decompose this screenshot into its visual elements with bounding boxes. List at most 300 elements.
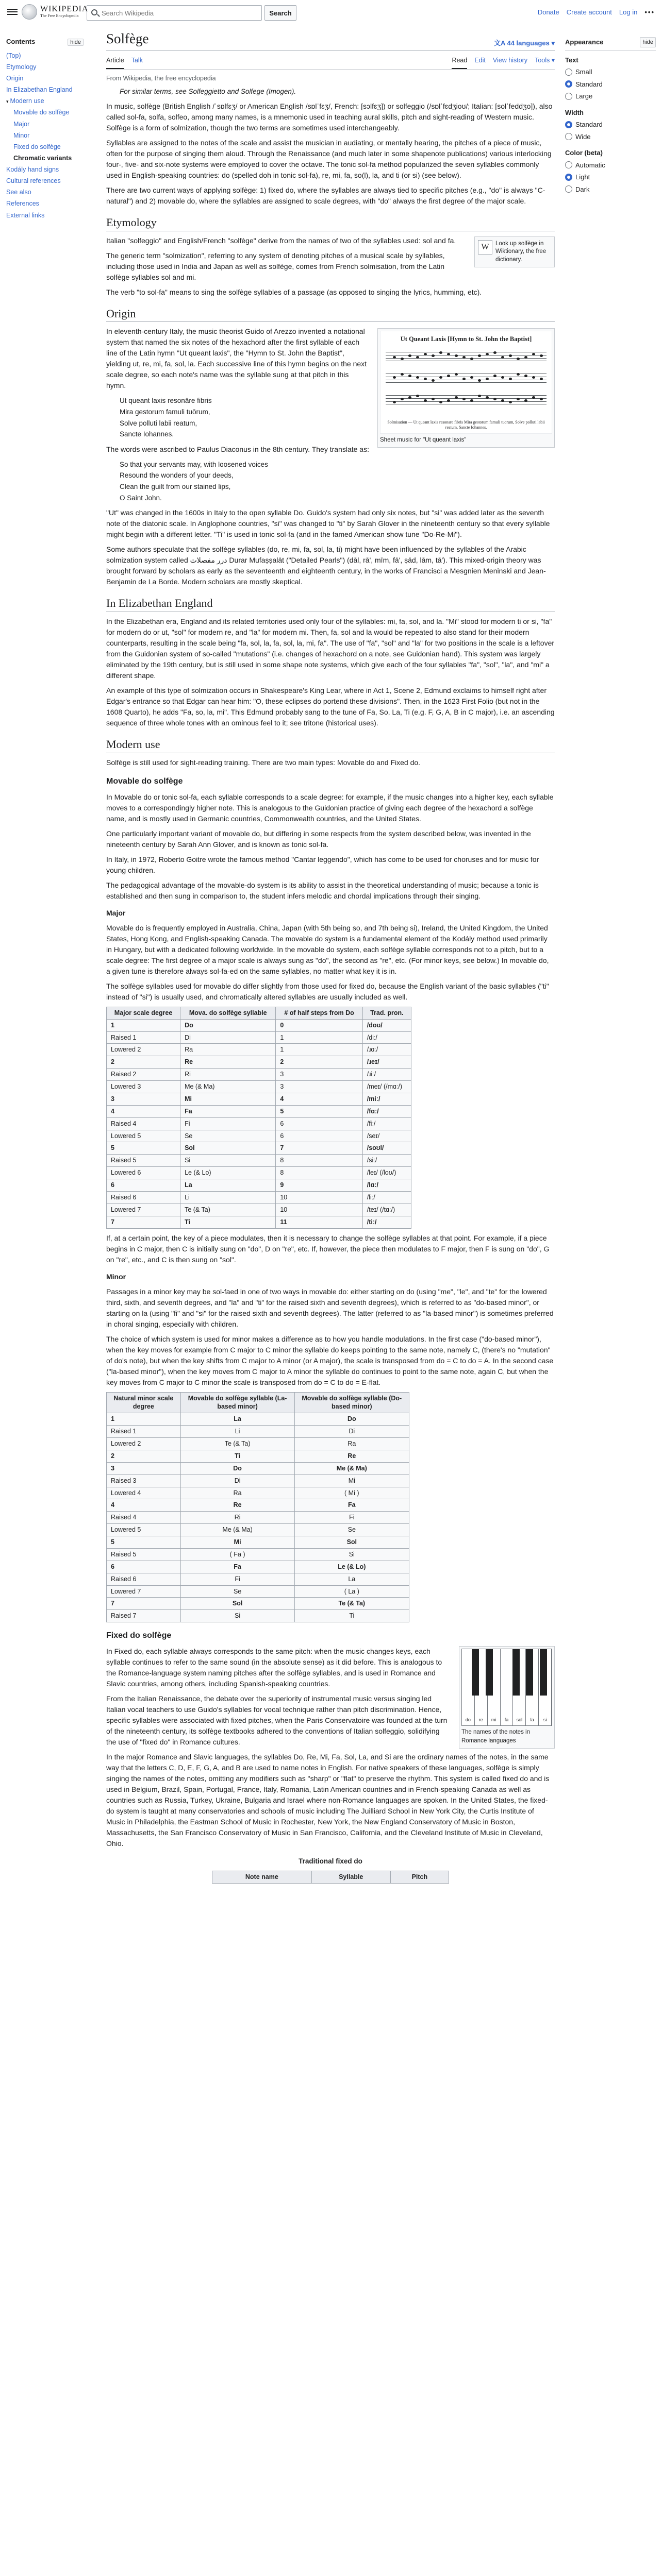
search-button[interactable]: Search	[264, 5, 296, 21]
table-cell: Te (& Ta)	[180, 1204, 276, 1216]
table-cell: Se	[180, 1585, 294, 1598]
toc-item[interactable]	[6, 141, 84, 152]
hatnote: For similar terms, see Solfeggietto and Solfege (Imogen).	[120, 87, 296, 95]
table-row	[107, 1130, 411, 1142]
table-row	[107, 1561, 409, 1573]
text-size-group	[565, 55, 656, 101]
table-row	[107, 1512, 409, 1524]
table-cell: /liː/	[362, 1191, 411, 1204]
table-cell: 6	[276, 1117, 362, 1130]
heading-elizabethan: In Elizabethan England	[106, 596, 555, 612]
table-cell: Le (& Lo)	[180, 1167, 276, 1179]
article-content	[106, 30, 555, 1888]
table-cell: Le (& Lo)	[294, 1561, 409, 1573]
origin-paragraph-1: In eleventh-century Italy, the music theorist Guido of Arezzo invented a notational system that named the six notes of the hexachord after the first syllable of each line of the Latin hymn "Ut queant laxis", the "Hymn to St. John the Baptist", yielding ut, re, mi, fa, sol, la. Each successive line of this hymn begins on the next scale degree, so each note's name was the syllable sung at that pitch in this hymn.	[106, 327, 367, 390]
translation-line: Resound the wonders of your deeds,	[120, 471, 234, 480]
table-cell: Sol	[180, 1142, 276, 1155]
appearance-panel	[565, 37, 656, 200]
table-cell: 9	[276, 1179, 362, 1192]
color-option[interactable]	[565, 184, 656, 195]
latin-line: Solve polluti labii reatum,	[120, 419, 197, 427]
appearance-hide-button[interactable]: hide	[640, 37, 656, 47]
table-cell: /ɹiː/	[362, 1069, 411, 1081]
table-cell: Lowered 7	[107, 1204, 180, 1216]
table-row	[107, 1536, 409, 1549]
piano-key-label: do	[465, 1717, 471, 1722]
table-cell: 4	[276, 1093, 362, 1105]
table-cell: Sol	[180, 1598, 294, 1610]
major-paragraph-2: The solfège syllables used for movable do differ slightly from those used for fixed do, because the English variant of the basic syllables ("ti" instead of "si") is usually used, and chromatically altered syllables are usually included as well.	[106, 981, 549, 1001]
table-cell: Di	[180, 1475, 294, 1487]
sheet-music-image[interactable]	[380, 331, 552, 434]
table-row	[107, 1069, 411, 1081]
text-size-option[interactable]	[565, 79, 656, 90]
table-cell: ( Fa )	[180, 1548, 294, 1561]
table-cell: Si	[180, 1155, 276, 1167]
site-header	[0, 0, 662, 26]
piano-key-label: re	[478, 1717, 483, 1722]
movable-paragraph-2: One particularly important variant of movable do, but differing in some respects from the system described below, was invented in the nineteenth century by Sarah Ann Glover, and is known as tonic sol-fa.	[106, 829, 531, 849]
latin-line: Mira gestorum famuli tuōrum,	[120, 408, 210, 416]
table-cell: Lowered 5	[107, 1524, 181, 1536]
table-cell: Ra	[294, 1438, 409, 1450]
table-cell: La	[180, 1179, 276, 1192]
table-cell: 1	[107, 1413, 181, 1426]
latin-line: Ut queant laxis resonāre fibris	[120, 397, 212, 405]
table-cell: Fi	[180, 1573, 294, 1585]
minor-scale-table	[106, 1392, 409, 1623]
table-cell: /meɪ/ (/mɑː/)	[362, 1081, 411, 1093]
table-cell: Raised 3	[107, 1475, 181, 1487]
piano-figure	[459, 1646, 555, 1749]
table-cell: /soʊl/	[362, 1142, 411, 1155]
wiktionary-box[interactable]	[474, 236, 555, 268]
table-row	[107, 1044, 411, 1056]
table-cell: Fi	[294, 1512, 409, 1524]
text-size-option[interactable]	[565, 67, 656, 77]
width-option[interactable]	[565, 120, 656, 130]
trad-table-title: Traditional fixed do	[299, 1857, 362, 1866]
piano-key-label: si	[543, 1717, 547, 1722]
table-cell: Mi	[180, 1536, 294, 1549]
radio-icon[interactable]	[565, 93, 572, 100]
table-cell: Fa	[180, 1105, 276, 1117]
table-cell: Si	[180, 1610, 294, 1622]
table-cell: Do	[180, 1462, 294, 1475]
table-cell: Di	[180, 1031, 276, 1044]
column-header: Note name	[212, 1871, 312, 1884]
table-row	[107, 1487, 409, 1499]
table-row	[107, 1499, 409, 1512]
etymology-paragraph-3: The verb "to sol-fa" means to sing the solfège syllables of a passage (as opposed to singing the lyrics, humming, etc).	[106, 287, 482, 296]
piano-black-key	[526, 1649, 533, 1696]
table-cell: Ti	[180, 1450, 294, 1462]
table-cell: 8	[276, 1155, 362, 1167]
toc-hide-button[interactable]: hide	[68, 39, 84, 46]
score-title: Ut Queant Laxis [Hymn to St. John the Baptist]	[400, 335, 532, 343]
table-cell: Lowered 2	[107, 1438, 181, 1450]
table-row	[107, 1204, 411, 1216]
piano-black-key	[472, 1649, 479, 1696]
more-options-icon[interactable]: •••	[644, 8, 655, 16]
table-cell: 1	[276, 1044, 362, 1056]
toc-item-label: Chromatic variants	[13, 154, 72, 162]
table-cell: Ra	[180, 1487, 294, 1499]
table-row	[107, 1081, 411, 1093]
table-cell: Sol	[294, 1536, 409, 1549]
radio-label: Standard	[575, 80, 603, 88]
intro-paragraph-3: There are two current ways of applying solfège: 1) fixed do, where the syllables are always tied to specific pitches (e.g., "do" is always "C-natural") and 2) movable do, where the syllables are assigned to scale degrees, with "do" always the first degree of the major scale.	[106, 185, 545, 205]
table-cell: 7	[107, 1598, 181, 1610]
table-cell: Fi	[180, 1117, 276, 1130]
tab-talk[interactable]: Talk	[131, 57, 143, 64]
radio-icon[interactable]	[565, 80, 572, 88]
table-row	[107, 1031, 411, 1044]
table-row	[107, 1610, 409, 1622]
piano-caption: The names of the notes in Romance languages	[461, 1729, 530, 1744]
table-row	[107, 1438, 409, 1450]
user-links	[538, 7, 655, 18]
radio-label: Standard	[575, 121, 603, 128]
table-cell: 8	[276, 1167, 362, 1179]
table-cell: Raised 1	[107, 1031, 180, 1044]
table-cell: 3	[107, 1093, 180, 1105]
table-cell: Lowered 7	[107, 1585, 181, 1598]
heading-minor: Minor	[106, 1272, 126, 1281]
table-cell: /tiː/	[362, 1216, 411, 1228]
origin-paragraph-4: Some authors speculate that the solfège syllables (do, re, mi, fa, sol, la, ti) might have been influenced by the syllables of the Arabic solmization system called درر مفصلات Durar Mufaṣṣalāt ("Detailed Pearls") (dāl, rā', mīm, fā', ṣād, lām, tā'). This mixed-origin theory was brought forward by scholars as early as the seventeenth and eighteenth century, in the works of Francisci a Mesgnien Meninski and Jean-Benjamin de La Borde. Modern scholars are mostly skeptical.	[106, 545, 546, 586]
table-cell: 5	[107, 1536, 181, 1549]
table-cell: 11	[276, 1216, 362, 1228]
table-cell: 4	[107, 1105, 180, 1117]
table-cell: Raised 1	[107, 1426, 181, 1438]
create-account-link[interactable]: Create account	[566, 8, 612, 16]
collapse-caret-icon[interactable]: ▾	[6, 99, 9, 105]
table-cell: Me (& Ma)	[180, 1524, 294, 1536]
piano-key	[501, 1649, 514, 1725]
movable-paragraph-1: In Movable do or tonic sol-fa, each syllable corresponds to a scale degree: for example, if the music changes into a higher key, each syllable moves to a correspondingly higher note. This is analogous to the Guidonian practice of giving each degree of the hexachord a solfège name, and is mostly used in Germanic countries, Commonwealth countries, and the United States.	[106, 792, 554, 823]
column-header: Major scale degree	[107, 1007, 180, 1019]
table-cell: Ti	[180, 1216, 276, 1228]
text-size-option[interactable]	[565, 91, 656, 101]
table-cell: 7	[107, 1216, 180, 1228]
elizabethan-paragraph-1: In the Elizabethan era, England and its related territories used only four of the syllables: mi, fa, sol, and la. "Mi" stood for modern ti or si, "fa" for modern do or ut, "sol" for modern re, and "la" for modern mi. Then, fa, sol and la would be repeated to also stand for their modern counterparts, resulting in the scale being "fa, sol, la, fa, sol, la, mi, fa". The use of "fa", "sol" and "la" for two positions in the scale is a leftover from the Guidonian system of so-called "mutations" (i.e. changes of hexachord on a note, see Guidonian hand). This system was largely eliminated by the 19th century, but is still used in some shape note systems, which give each of the four syllables "fa", "sol", "la", and "mi" a different shape.	[106, 617, 555, 680]
table-cell: Te (& Ta)	[294, 1598, 409, 1610]
toc-item-label: Kodály hand signs	[6, 166, 59, 174]
table-cell: /seɪ/	[362, 1130, 411, 1142]
width-option[interactable]	[565, 132, 656, 142]
table-cell: /ɹɑː/	[362, 1044, 411, 1056]
minor-paragraph-2: The choice of which system is used for minor makes a difference as to how you handle modulations. In the first case ("do-based minor"), when the key moves for example from C major to C minor the syllable do keeps pointing to the same note, namely C, (there's no "mutation" of do's note), but when the key shifts from C major to A minor (or A major), the scale is transposed from do = C to do = A. In the second case ("la-based minor"), when the key moves from C major to A minor the syllable do continues to point to the same note, again C, but when the key moves from C major to C minor the scale is transposed from do = C to do = E-flat.	[106, 1334, 554, 1386]
wiktionary-text: Look up solfège in Wiktionary, the free dictionary.	[495, 240, 547, 263]
traditional-fixed-do-table	[212, 1856, 449, 1884]
radio-icon[interactable]	[565, 185, 572, 193]
table-row	[107, 1216, 411, 1228]
table-cell: Se	[294, 1524, 409, 1536]
major-paragraph-3: If, at a certain point, the key of a piece modulates, then it is necessary to change the solfège syllables at that point. For example, if a piece begins in C major, then C is initially sung on "do", D on "re", etc. If, however, the piece then modulates to F major, then F is sung on "do", G on "re", etc., and C is then sung on "sol".	[106, 1233, 550, 1264]
toc-item[interactable]	[6, 187, 84, 198]
radio-icon[interactable]	[565, 133, 572, 140]
tab-article[interactable]: Article	[106, 54, 124, 69]
main-menu-icon[interactable]	[7, 7, 18, 18]
wikipedia-logo[interactable]	[22, 4, 88, 20]
toc-item[interactable]	[6, 198, 84, 209]
piano-key-label: la	[530, 1717, 534, 1722]
table-cell: /lɑː/	[362, 1179, 411, 1192]
table-cell: Di	[294, 1426, 409, 1438]
origin-paragraph-3: "Ut" was changed in the 1600s in Italy to the open syllable Do. Guido's system had only six notes, but "si" was added later as the seventh note of the diatonic scale. In Anglophone countries, "si" was changed to "ti" by Sarah Glover in the nineteenth century so that every syllable might begin with a different letter. "Ti" is used in tonic sol-fa (and in the famed American show tune "Do-Re-Mi").	[106, 509, 550, 539]
table-cell: 2	[107, 1450, 181, 1462]
table-cell: Raised 6	[107, 1573, 181, 1585]
tab-edit[interactable]: Edit	[474, 57, 486, 64]
table-row	[107, 1167, 411, 1179]
table-cell: 2	[107, 1056, 180, 1069]
table-cell: /ɹeɪ/	[362, 1056, 411, 1069]
table-cell: Se	[180, 1130, 276, 1142]
toc-item[interactable]	[6, 164, 84, 175]
table-cell: Lowered 3	[107, 1081, 180, 1093]
table-cell: Re	[180, 1056, 276, 1069]
movable-paragraph-4: The pedagogical advantage of the movable-do system is its ability to assist in the theoretical understanding of music; because a tonic is established and then sung in comparison to, the student infers melodic and chordal implications through their singing.	[106, 880, 539, 900]
tab-view-history[interactable]: View history	[492, 57, 528, 64]
origin-paragraph-2: The words were ascribed to Paulus Diaconus in the 8th century. They translate as:	[106, 445, 369, 453]
intro-paragraph-2: Syllables are assigned to the notes of the scale and assist the musician in audiating, or mentally hearing, the pitches of a piece of music, often for the purpose of singing them aloud. Through the Renaissance (and much later in some shapenote publications) various interlocking four-, five- and six-note systems were employed to cover the octave. The tonic sol-fa method popularized the seven syllables commonly used in English-speaking countries: do (spelled doh in tonic sol-fa), re, mi, fa, so(l), la, and ti (or si) (see below).	[106, 138, 552, 179]
table-cell: Te (& Ta)	[180, 1438, 294, 1450]
table-cell: 10	[276, 1191, 362, 1204]
table-row	[107, 1142, 411, 1155]
intro-paragraph-1: In music, solfège (British English /ˈsɒlfɛʒ/ or American English /sɒlˈfɛʒ/, French: [sɔlfɛʒ]) or solfeggio (/sɒlˈfɛdʒioʊ/; Italian: [solˈfeddʒo]), also called sol-fa, solfa, solfeo, among many names, is a mnemonic used in teaching aural skills, pitch and sight-reading of Western music. Solfège is a form of solmization, though the two terms are sometimes used interchangeably.	[106, 101, 553, 132]
heading-modern-use: Modern use	[106, 737, 555, 753]
table-cell: Raised 4	[107, 1512, 181, 1524]
table-cell: 5	[107, 1142, 180, 1155]
toc-item-label: References	[6, 200, 39, 208]
latin-line: Sancte Iohannes.	[120, 430, 174, 438]
toc-item-label: Minor	[13, 131, 30, 139]
table-row	[107, 1105, 411, 1117]
toc-item[interactable]	[6, 73, 84, 84]
table-cell: Ri	[180, 1512, 294, 1524]
column-header: Natural minor scale degree	[107, 1392, 181, 1413]
translation-line: O Saint John.	[120, 494, 162, 502]
toc-item-label: Origin	[6, 75, 24, 82]
piano-keyboard-image[interactable]	[461, 1649, 552, 1726]
radio-icon[interactable]	[565, 69, 572, 76]
search-icon	[91, 9, 97, 15]
color-option[interactable]	[565, 172, 656, 182]
toc-item[interactable]	[6, 50, 84, 61]
fixed-paragraph-3: In the major Romance and Slavic languages, the syllables Do, Re, Mi, Fa, Sol, La, and Si are the ordinary names of the notes, in the same way that the letters C, D, E, F, G, A, and B are used to name notes in English. For native speakers of these languages, solfège is simply singing the names of the notes, omitting any modifiers such as "sharp" or "flat" to preserve the rhythm. This system is called fixed do and is used in Belgium, Brazil, Spain, Portugal, France, Italy, Romania, Latin American countries and in French-speaking Canada as well as countries such as Russia, Turkey, Ukraine, Bulgaria and Israel where non-Romance languages are spoken. In the United States, the fixed-do system is taught at many conservatories and schools of music including The Juilliard School in New York City, the Curtis Institute of Music in Philadelphia, the Eastman School of Music in Rochester, New York, the New England Conservatory of Music in Boston, Massachusetts, the San Francisco Conservatory of Music in San Francisco, California, and the Cleveland Institute of Music in Cleveland, Ohio.	[106, 1753, 550, 1848]
table-row	[107, 1462, 409, 1475]
translation-line: Clean the guilt from our stained lips,	[120, 483, 231, 490]
table-cell: Re	[294, 1450, 409, 1462]
table-cell: 3	[276, 1069, 362, 1081]
wiktionary-icon: W	[478, 240, 492, 255]
column-header: # of half steps from Do	[276, 1007, 362, 1019]
from-wikipedia: From Wikipedia, the free encyclopedia	[106, 74, 216, 82]
search-box	[87, 5, 292, 21]
toc-item[interactable]	[6, 84, 84, 95]
column-header: Trad. pron.	[362, 1007, 411, 1019]
table-cell: Raised 4	[107, 1117, 180, 1130]
table-cell: Raised 5	[107, 1155, 180, 1167]
width-group	[565, 108, 656, 142]
heading-movable-do: Movable do solfège	[106, 776, 183, 786]
elizabethan-paragraph-2: An example of this type of solmization occurs in Shakespeare's King Lear, where in Act 1, Scene 2, Edmund exclaims to himself right after Edgar's entrance so that Edgar can hear him: "O, these eclipses do portend these divisions". Then, in the 1623 First Folio (but not in the 1608 Quarto), he adds "Fa, so, la, mi". This Edmund probably sang to the tune of Fa, So, La, Ti (e.g. F, G, A, B in C major), i.e. an ascending sequence of three whole tones with an ominous feel to it; see tritone (historical uses).	[106, 686, 555, 727]
etymology-paragraph-2: The generic term "solmization", referring to any system of denoting pitches of a musical scale by syllables, including those used in India and Japan as well as solfège, comes from French solmisation, from the Latin solfège syllables sol and mi.	[106, 251, 445, 281]
toc-item[interactable]	[6, 118, 84, 130]
table-cell: ( Mi )	[294, 1487, 409, 1499]
fixed-paragraph-1: In Fixed do, each syllable always corresponds to the same pitch: when the music changes keys, each syllable continues to refer to the same sound (in the absolute sense) as it did before. This is analogous to the Romance-language system naming pitches after the solfège syllables, and is used in Romance and Slavic countries, among others, including Spanish-speaking countries.	[106, 1647, 442, 1688]
toc-item-label: Etymology	[6, 63, 37, 71]
heading-origin: Origin	[106, 306, 555, 323]
table-row	[107, 1573, 409, 1585]
table-cell: Lowered 2	[107, 1044, 180, 1056]
toc-item[interactable]	[6, 210, 84, 221]
languages-button[interactable]: 文A 44 languages ▾	[493, 39, 555, 47]
table-cell: 1	[107, 1019, 180, 1031]
table-cell: Ra	[180, 1044, 276, 1056]
toc-item-label: See also	[6, 189, 31, 196]
radio-label: Dark	[575, 185, 590, 193]
radio-label: Light	[575, 173, 590, 181]
table-row	[107, 1598, 409, 1610]
table-cell: /fɑː/	[362, 1105, 411, 1117]
table-cell: Re	[180, 1499, 294, 1512]
table-cell: 3	[107, 1462, 181, 1475]
search-input[interactable]	[102, 9, 225, 17]
tab-read[interactable]: Read	[452, 54, 467, 69]
toc-item[interactable]	[6, 175, 84, 187]
toc-item[interactable]	[6, 130, 84, 141]
toc-item-label: Cultural references	[6, 177, 61, 185]
table-cell: Mi	[294, 1475, 409, 1487]
toc-item-label: Movable do solfège	[13, 109, 70, 116]
english-translation	[120, 459, 555, 503]
table-cell: 5	[276, 1105, 362, 1117]
translation-line: So that your servants may, with loosened voices	[120, 460, 268, 468]
column-header: Movable do solfège syllable (La-based minor)	[180, 1392, 294, 1413]
column-header: Movable do solfège syllable (Do-based minor)	[294, 1392, 409, 1413]
table-cell: 1	[276, 1031, 362, 1044]
table-cell: /diː/	[362, 1031, 411, 1044]
table-cell: Raised 2	[107, 1069, 180, 1081]
hymn-figure	[377, 328, 555, 447]
color-option[interactable]	[565, 160, 656, 171]
table-row	[107, 1093, 411, 1105]
table-cell: 0	[276, 1019, 362, 1031]
toc-item[interactable]	[6, 107, 84, 118]
heading-etymology: Etymology	[106, 215, 555, 231]
radio-icon[interactable]	[565, 161, 572, 168]
piano-black-key	[540, 1649, 547, 1696]
table-row	[107, 1524, 409, 1536]
brand-subtitle: The Free Encyclopedia	[40, 13, 79, 19]
table-cell: Fa	[294, 1499, 409, 1512]
table-row	[107, 1548, 409, 1561]
table-cell: 2	[276, 1056, 362, 1069]
table-row	[107, 1179, 411, 1192]
figure-caption: Sheet music for "Ut queant laxis"	[380, 437, 467, 444]
radio-label: Small	[575, 68, 592, 76]
table-cell: La	[180, 1413, 294, 1426]
color-title: Color (beta)	[565, 149, 603, 157]
table-cell: 6	[276, 1130, 362, 1142]
radio-icon[interactable]	[565, 121, 572, 128]
tab-tools[interactable]: Tools ▾	[535, 57, 555, 64]
brand-title: WIKIPEDIA	[40, 5, 89, 14]
heading-major: Major	[106, 908, 126, 917]
column-header: Pitch	[390, 1871, 449, 1884]
log-in-link[interactable]: Log in	[619, 8, 638, 16]
table-row	[107, 1019, 411, 1031]
table-cell: /doʊ/	[362, 1019, 411, 1031]
table-cell: Do	[294, 1413, 409, 1426]
table-cell: La	[294, 1573, 409, 1585]
appearance-title: Appearance	[565, 38, 604, 46]
piano-key-label: sol	[516, 1717, 523, 1722]
table-cell: Lowered 6	[107, 1167, 180, 1179]
toc-item-label: Major	[13, 120, 30, 128]
table-cell: Me (& Ma)	[294, 1462, 409, 1475]
toc-item[interactable]	[6, 95, 84, 107]
table-cell: Lowered 4	[107, 1487, 181, 1499]
toc-title: Contents	[6, 38, 36, 45]
globe-icon	[22, 4, 37, 20]
piano-black-key	[512, 1649, 520, 1696]
toc-item[interactable]	[6, 61, 84, 73]
table-cell: /leɪ/ (/loʊ/)	[362, 1167, 411, 1179]
major-scale-table	[106, 1007, 411, 1229]
donate-link[interactable]: Donate	[537, 8, 559, 16]
table-cell: Raised 7	[107, 1610, 181, 1622]
table-cell: ( La )	[294, 1585, 409, 1598]
table-cell: Li	[180, 1191, 276, 1204]
table-cell: Si	[294, 1548, 409, 1561]
table-row	[107, 1413, 409, 1426]
column-header: Mova. do solfège syllable	[180, 1007, 276, 1019]
radio-icon[interactable]	[565, 174, 572, 181]
toc-item-label: (Top)	[6, 52, 21, 59]
table-cell: 7	[276, 1142, 362, 1155]
table-cell: Lowered 5	[107, 1130, 180, 1142]
minor-paragraph-1: Passages in a minor key may be sol-faed in one of two ways in movable do: either starting on do (using "me", "le", and "te" for the lowered third, sixth, and seventh degrees, and "la" and "ti" for the raised sixth and seventh degrees), which is referred to as "do-based minor", or starting on la (using "fi" and "si" for the raised sixth and seventh degrees). The latter (referred to as "la-based minor") is sometimes preferred in choral singing, especially with children.	[106, 1287, 554, 1328]
toc-item[interactable]	[6, 152, 84, 164]
toc-item-label: In Elizabethan England	[6, 86, 73, 94]
radio-label: Automatic	[575, 161, 605, 169]
table-cell: 10	[276, 1204, 362, 1216]
toc-item-label: Modern use	[10, 97, 44, 105]
major-paragraph-1: Movable do is frequently employed in Australia, China, Japan (with 5th being so, and 7th being si), Ireland, the United Kingdom, the United States, Hong Kong, and English-speaking Canada. The movable do system is a fundamental element of the Kodály method used primarily in Hungary, but with a dedicated following worldwide. In the movable do system, each solfège syllable corresponds not to a pitch, but to a scale degree: The first degree of a major scale is always sung as "do", the second as "re", etc. (For minor keys, see below.) In movable do, a given tune is therefore always sol-fa-ed on the same syllables, no matter what key it is in.	[106, 923, 549, 975]
table-cell: 6	[107, 1561, 181, 1573]
table-cell: Do	[180, 1019, 276, 1031]
table-cell: Me (& Ma)	[180, 1081, 276, 1093]
table-cell: /teɪ/ (/tɑː/)	[362, 1204, 411, 1216]
modern-paragraph: Solfège is still used for sight-reading training. There are two main types: Movable do and Fixed do.	[106, 758, 421, 767]
toc-item-label: Fixed do solfège	[13, 143, 61, 150]
piano-black-key	[486, 1649, 493, 1696]
table-cell: Li	[180, 1426, 294, 1438]
table-cell: Raised 5	[107, 1548, 181, 1561]
table-row	[107, 1585, 409, 1598]
radio-label: Wide	[575, 132, 591, 141]
etymology-paragraph-1: Italian "solfeggio" and English/French "solfège" derive from the names of two of the syllables used: sol and fa.	[106, 236, 456, 245]
heading-fixed-do: Fixed do solfège	[106, 1631, 172, 1640]
score-lyrics: Solmisation — Ut queant laxis resonare fibris Mira gestorum famuli tuorum, Solve polluti labii reatum, Sancte Iohannes.	[387, 419, 545, 430]
text-size-title: Text	[565, 56, 578, 64]
table-cell: Fa	[180, 1561, 294, 1573]
table-cell: /fiː/	[362, 1117, 411, 1130]
width-title: Width	[565, 108, 584, 116]
